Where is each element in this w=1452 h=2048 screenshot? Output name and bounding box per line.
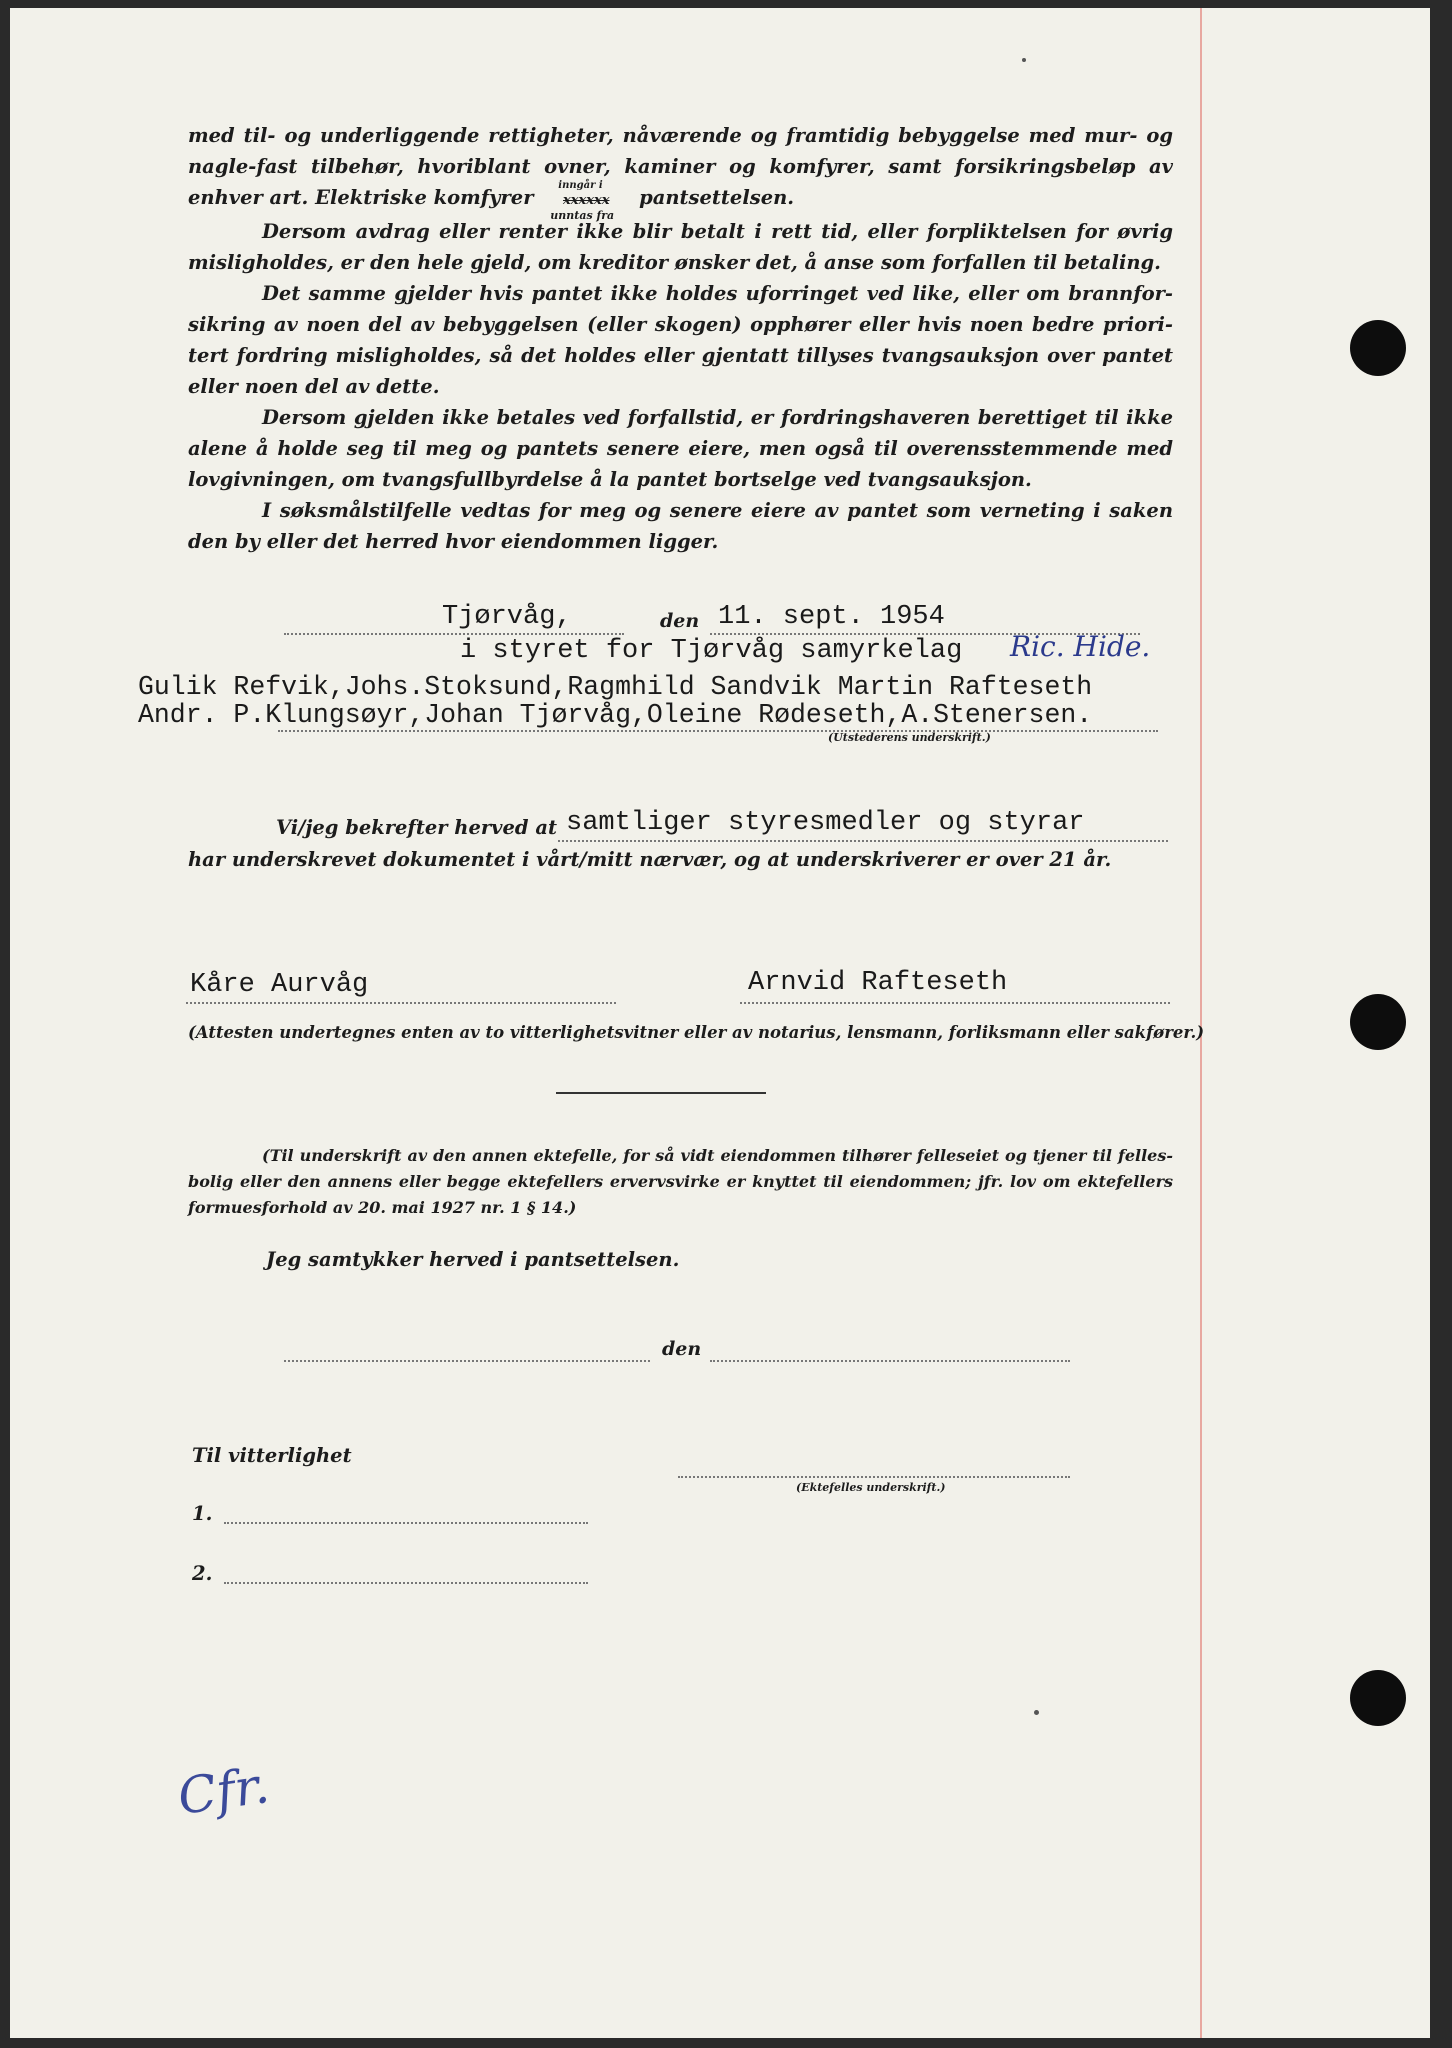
clause-block — [188, 120, 1173, 557]
witness-1-name: Kåre Aurvåg — [190, 970, 369, 1000]
signature-line — [278, 730, 1158, 732]
spouse-consent: Jeg samtykker herved i pantsettelsen. — [266, 1248, 680, 1271]
punch-hole — [1350, 320, 1406, 376]
speck — [1034, 1710, 1039, 1715]
consent-den-label: den — [662, 1338, 702, 1360]
struck-word: unntas fra — [550, 209, 615, 222]
witness-1-line — [186, 1002, 616, 1004]
clause-4: Dersom gjelden ikke betales ved forfallstid, er fordringshaveren berettiget til ikke alene å holde seg til meg og pantets senere eiere, men også til overensstemmende med lovgivningen, om tvangsfullbyrdelse å la pantet bortselge ved tvangsauksjon. — [188, 406, 1173, 491]
date-value: 11. sept. 1954 — [718, 602, 945, 632]
witness-2-name: Arnvid Rafteseth — [748, 968, 1008, 998]
clause-2: Dersom avdrag eller renter ikke blir betalt i rett tid, eller forpliktelsen for øvrig misligholdes, er den hele gjeld, om kreditor ønsker det, å anse som forfallen til betaling. — [188, 220, 1173, 274]
clause-5: I søksmålstilfelle vedtas for meg og senere eiere av pantet som verneting i saken den by eller det herred hvor eiendommen ligger. — [188, 499, 1173, 553]
clause-1-end: pantsettelsen. — [639, 186, 795, 209]
inserted-word: inngår i — [558, 180, 603, 191]
clause-1 — [188, 120, 1173, 222]
struck-mark: xxxxxx — [563, 193, 610, 208]
handwritten-amendment — [540, 180, 632, 222]
margin-annotation: Cfr. — [174, 1755, 273, 1827]
attestation-subject-line — [558, 840, 1168, 842]
handwritten-signature: Ric. Hide. — [1010, 630, 1151, 663]
witness-number-2: 2. — [192, 1562, 213, 1585]
witness-2-signature-line — [224, 1582, 588, 1584]
punch-hole — [1350, 1670, 1406, 1726]
signatory-names-2: Andr. P.Klungsøyr,Johan Tjørvåg,Oleine Rødeseth,A.Stenersen. — [138, 700, 1093, 730]
witness-number-1: 1. — [192, 1502, 213, 1525]
consent-date-line — [710, 1360, 1070, 1362]
board-line: i styret for Tjørvåg samyrkelag — [460, 636, 963, 666]
den-label: den — [660, 610, 700, 632]
clause-3: Det samme gjelder hvis pantet ikke holdes uforringet ved like, eller om brannfor-sikring av noen del av bebyggelsen (eller skogen) opphører eller hvis noen bedre priori-tert fordring misligholdes, så det holdes eller gjentatt tillyses tvangsauksjon over pantet eller noen del av dette. — [188, 282, 1173, 398]
clause-1-text: med til- og underliggende rettigheter, nåværende og framtidig bebyggelse med mur- og nagle-fast tilbehør, hvoriblant ovner, kaminer og komfyrer, samt forsikringsbeløp av enhver art. — [188, 124, 1173, 209]
attestation-subject: samtliger styresmedler og styrar — [566, 808, 1085, 838]
witness-2-line — [740, 1002, 1170, 1004]
clause-1-start: Elektriske komfyrer — [315, 186, 534, 209]
attestation-lead: Vi/jeg bekrefter herved at — [276, 816, 557, 839]
witness-1-signature-line — [224, 1522, 588, 1524]
spouse-caption: (Ektefelles underskrift.) — [796, 1481, 946, 1494]
separator-rule — [556, 1092, 766, 1094]
spouse-signature-line — [678, 1476, 1070, 1478]
issuer-caption: (Utstederens underskrift.) — [828, 731, 991, 744]
consent-place-line — [284, 1360, 650, 1362]
speck — [1022, 58, 1026, 62]
punch-hole — [1350, 994, 1406, 1050]
attestation-text: har underskrevet dokumentet i vårt/mitt nærvær, og at underskriverer er over 21 år. — [188, 848, 1112, 871]
document-page — [10, 8, 1430, 2038]
witness-heading: Til vitterlighet — [192, 1444, 352, 1467]
place-value: Tjørvåg, — [442, 602, 572, 632]
attestation-note: (Attesten undertegnes enten av to vitterlighetsvitner eller av notarius, lensmann, forliksmann eller sakfører.) — [188, 1023, 1205, 1042]
place-line — [284, 633, 624, 635]
signatory-names-1: Gulik Refvik,Johs.Stoksund,Ragmhild Sandvik Martin Rafteseth — [138, 672, 1093, 702]
spouse-note: (Til underskrift av den annen ektefelle, for så vidt eiendommen tilhører felleseiet og tjener til felles-bolig eller den annens eller begge ektefellers ervervsvirke er knyttet til eiendommen; jfr. lov om ektefellers formuesforhold av 20. mai 1927 nr. 1 § 14.) — [188, 1146, 1173, 1217]
